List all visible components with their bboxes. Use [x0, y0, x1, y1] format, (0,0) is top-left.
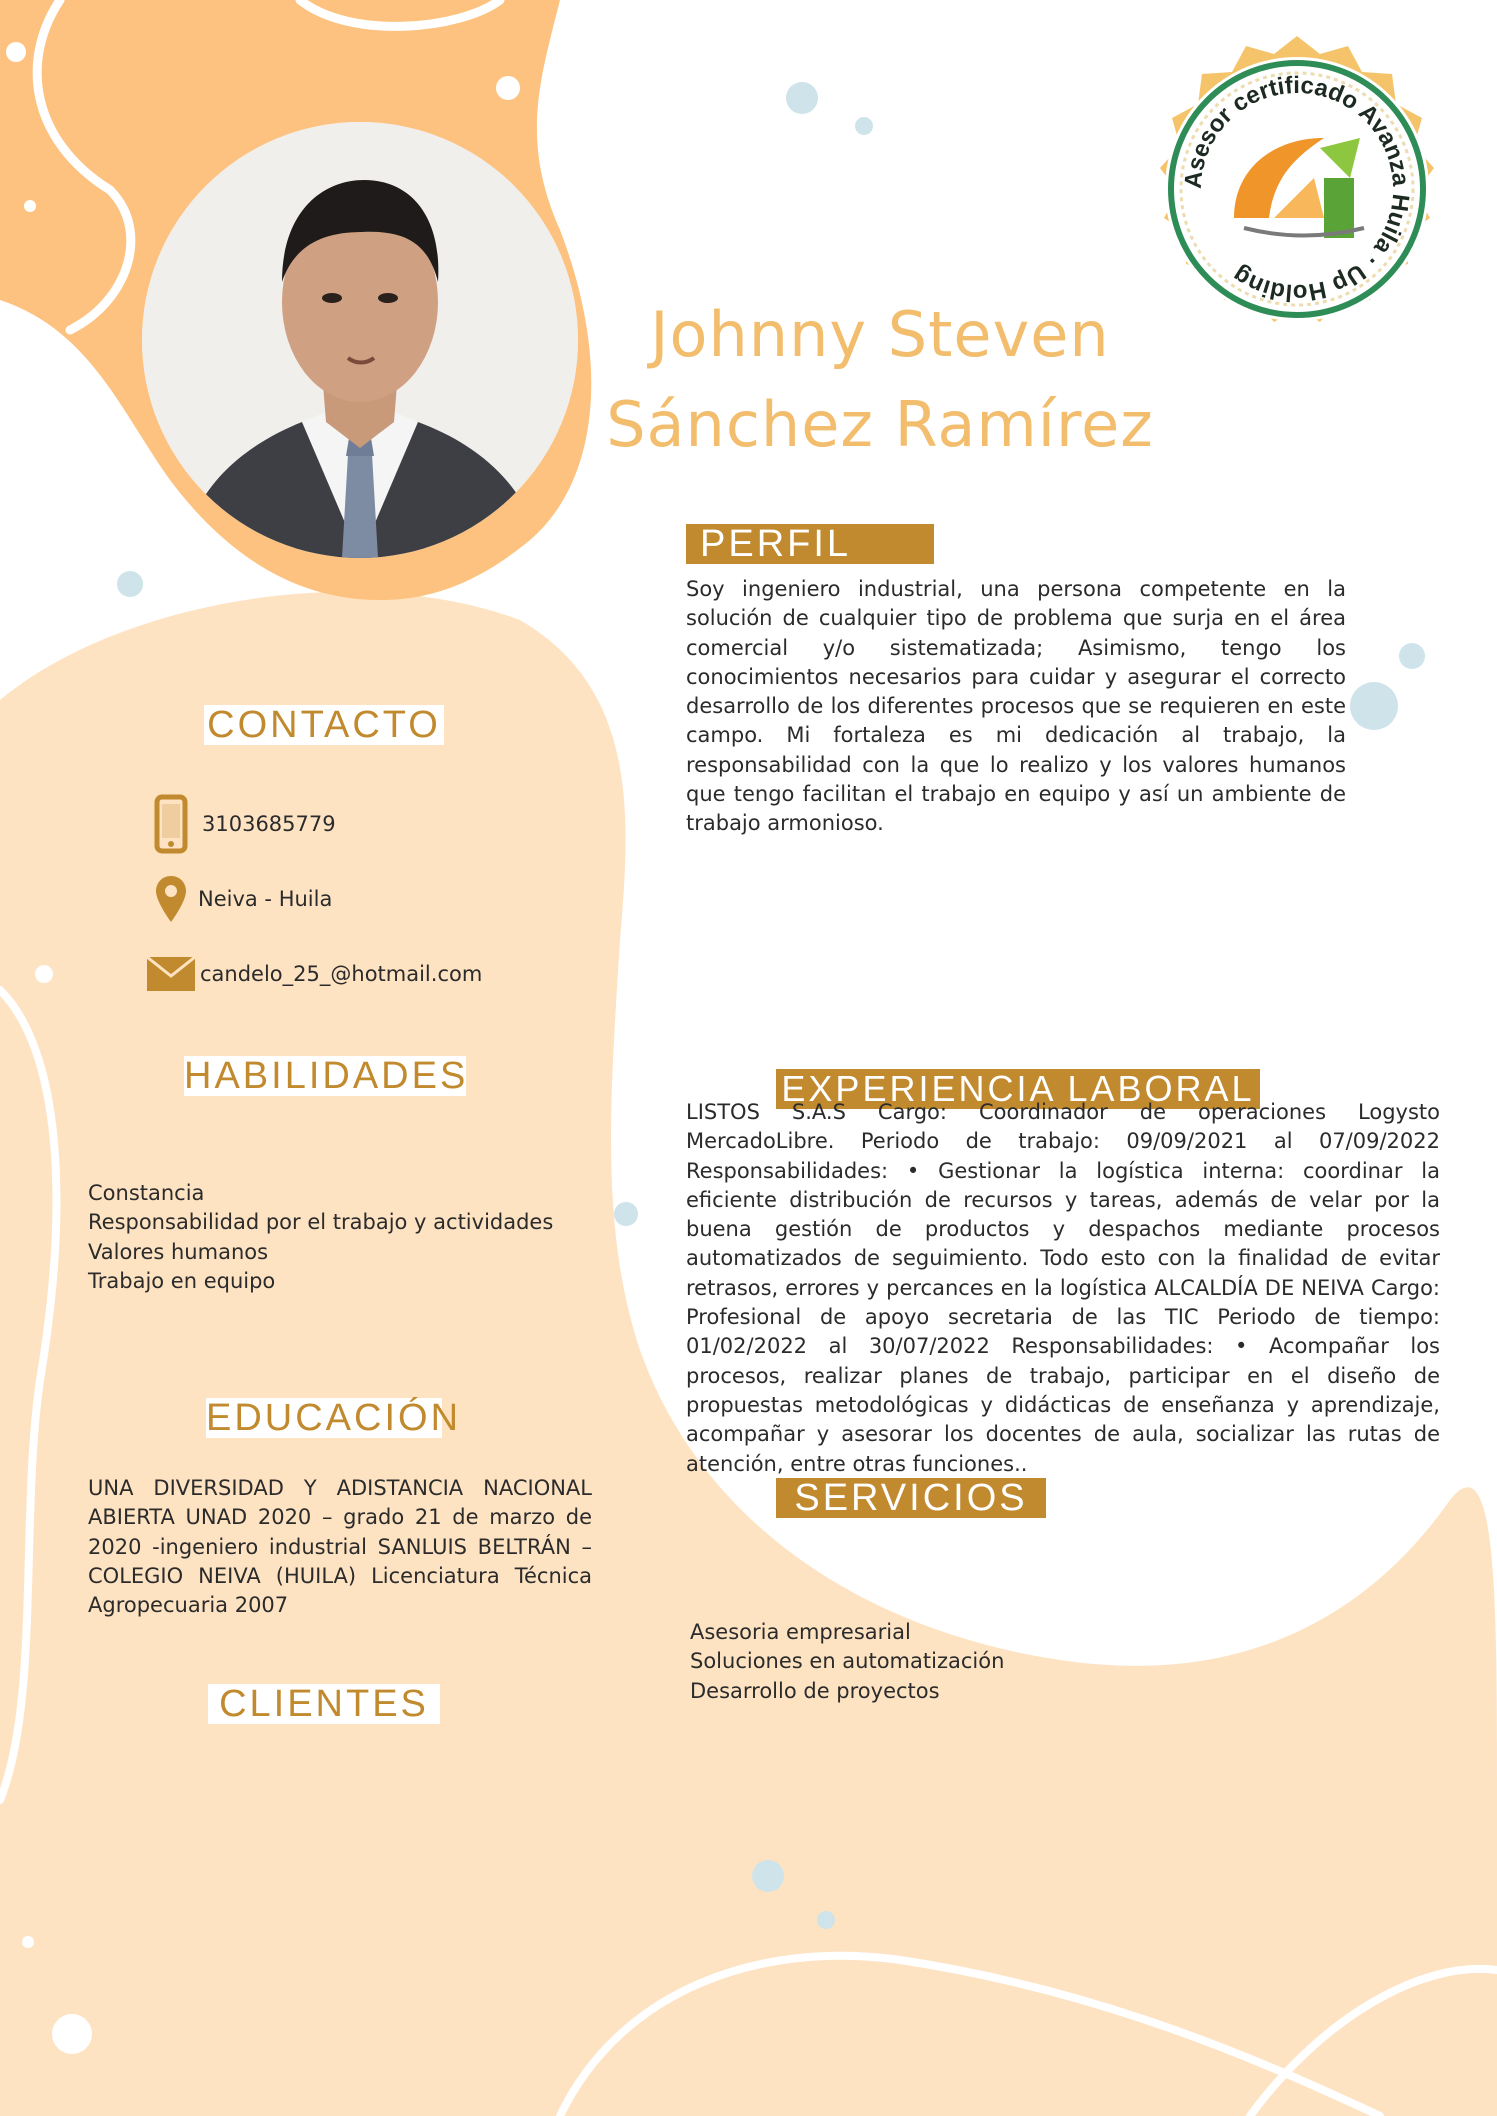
contacto-heading: CONTACTO — [204, 705, 444, 745]
profile-photo — [142, 122, 578, 558]
dot — [817, 1911, 835, 1929]
list-item: Responsabilidad por el trabajo y actividades — [88, 1210, 554, 1235]
dot — [24, 200, 36, 212]
dot — [496, 76, 520, 100]
clientes-heading: CLIENTES — [208, 1684, 440, 1724]
dot — [786, 82, 818, 114]
location-pin-icon — [154, 874, 188, 924]
dot — [6, 42, 26, 62]
dot — [1399, 643, 1425, 669]
list-item: Valores humanos — [88, 1239, 269, 1264]
servicios-heading: SERVICIOS — [776, 1478, 1046, 1518]
phone-row — [154, 794, 336, 854]
experiencia-text: LISTOS S.A.S Cargo: Coordinador de operaciones Logysto MercadoLibre. Periodo de trabajo: 09/09/2021 al 07/09/2022 Responsabilidades: • Gestionar la logística interna: coordinar la eficiente distribución de recursos y tareas, además de velar por la buena gestión de productos y despachos mediante procesos automatizados de seguimiento. Todo esto con la finalidad de evitar retrasos, errores y percances en la logística ALCALDÍA DE NEIVA Cargo: Profesional de apoyo secretaria de las TIC Periodo de tiempo: 01/02/2022 al 30/07/2022 Responsabilidades: • Acompañar los procesos, realizar planes de trabajo, participar en el diseño de propuestas metodológicas y didácticas de enseñanza y aprendizaje, acompañar y asesorar los docentes de aula, socializar las rutas de atención, entre otras funciones.. — [686, 1100, 1440, 1476]
list-item: Desarrollo de proyectos — [690, 1678, 940, 1703]
dot — [614, 1202, 638, 1226]
perfil-text: Soy ingeniero industrial, una persona competente en la solución de cualquier tipo de problema que surja en el área comercial y/o sistematizada; Asimismo, tengo los conocimientos necesarios para cuidar y asegurar el correcto desarrollo de los diferentes procesos que se requieren en este campo. Mi fortaleza es mi dedicación al trabajo, la responsabilidad con la que lo realizo y los valores humanos que tengo facilitan el trabajo en equipo y así un ambiente de trabajo armonioso. — [686, 577, 1346, 836]
list-item: Trabajo en equipo — [88, 1268, 276, 1293]
dot — [752, 1860, 784, 1892]
list-item: Constancia — [88, 1181, 205, 1205]
location-row — [154, 874, 332, 924]
email-row — [146, 956, 482, 992]
dot — [22, 1936, 34, 1948]
location-text: Neiva - Huila — [198, 887, 333, 911]
last-name: Sánchez Ramírez — [606, 388, 1154, 461]
list-item: Soluciones en automatización — [690, 1649, 1005, 1674]
email-text[interactable]: candelo_25_@hotmail.com — [200, 962, 483, 986]
habilidades-list — [88, 1179, 608, 1296]
dot — [35, 965, 53, 983]
phone-icon — [154, 794, 188, 854]
email-envelope-icon — [146, 956, 196, 992]
educacion-heading: EDUCACIÓN — [206, 1397, 462, 1439]
first-name: Johnny Steven — [650, 298, 1110, 371]
dot — [1350, 682, 1398, 730]
experiencia-heading: EXPERIENCIA LABORAL — [776, 1069, 1260, 1109]
perfil-heading: PERFIL — [686, 524, 934, 564]
person-name — [560, 290, 1200, 470]
seal-ring-text: Asesor certificado Avanza Huila · Up Holding — [1179, 71, 1415, 307]
habilidades-heading: HABILIDADES — [184, 1055, 469, 1097]
dot — [52, 2014, 92, 2054]
dot — [855, 117, 873, 135]
phone-text: 3103685779 — [202, 812, 336, 836]
educacion-text: UNA DIVERSIDAD Y ADISTANCIA NACIONAL ABIERTA UNAD 2020 – grado 21 de marzo de 2020 -ingeniero industrial SANLUIS BELTRÁN – COLEGIO NEIVA (HUILA) Licenciatura Técnica Agropecuaria 2007 — [88, 1476, 592, 1618]
list-item: Asesoria empresarial — [690, 1620, 911, 1644]
dot — [117, 571, 143, 597]
servicios-list — [690, 1618, 1290, 1706]
